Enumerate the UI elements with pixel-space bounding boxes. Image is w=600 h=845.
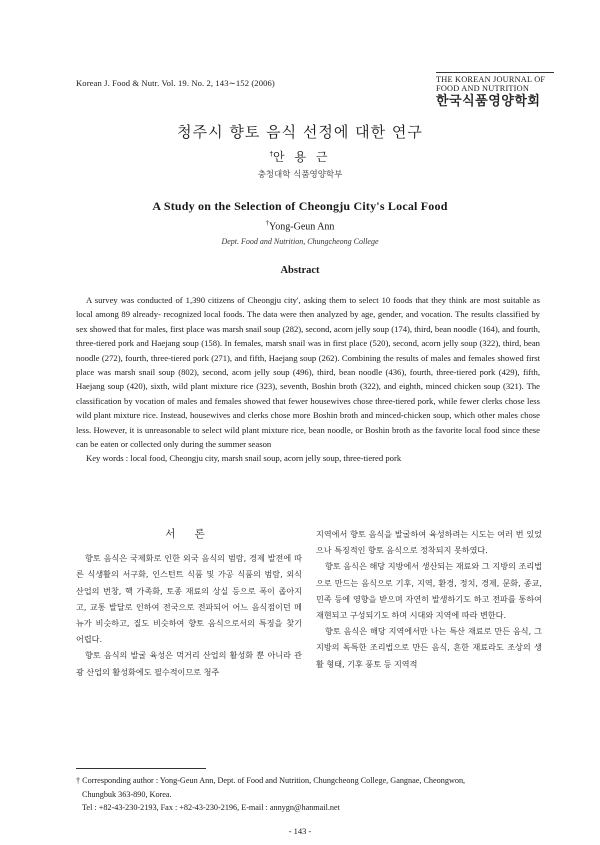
intro-paragraph-2: 향토 음식의 발굴 육성은 먹거리 산업의 활성화 뿐 아니라 관광 산업의 활성화에도 필수적이므로 청주 — [76, 650, 302, 677]
intro-paragraph-4: 향토 음식은 해당 지역에서만 나는 특산 재료로 만든 음식, 그 지방의 독특한 조리법으로 만든 음식, 흔한 재료라도 조상의 생활 형태, 기후 풍토 등 지역적 — [316, 626, 542, 669]
masthead-rule — [436, 72, 554, 73]
abstract-text: A survey was conducted of 1,390 citizens of Cheongju city', asking them to select 10 foods that they think are most suitable as local among 89 already- recognized local foods. The data were then analyzed by age, gender, and vocation. The results classified by sex showed that for males, first place was marsh snail soup (282), second, acorn jelly soup (174), third, bean noodle (164), and fourth, three-tiered pork and Haejang soup (158). In females, marsh snail was in first place (520), second, acorn jelly soup (322), third, bean noodle (272), fourth, three-tiered pork (271), and fifth, Haejang soup (262). Combining the results of males and females showed first place was marsh snail soup (802), second, acorn jelly soup (496), third, bean noodle (436), fourth, three-tiered pork (429), fifth, Haejang soup (420), sixth, wild plant mixture rice (323), seventh, Boshin broth (322), and eighth, minced chicken soup (321). The classification by vocation of males and females showed that fewer housewives chose three-tiered pork, while fewer clerks chose less wild plant mixture rice. Instead, housewives and clerks chose more Boshin broth and minced-chicken soup, which other males chose less. However, it is unreasonable to select wild plant mixture rice, bean noodle, or Boshin broth as the favorite local food since these can be eaten or collected only during the summer season — [76, 295, 540, 450]
section-heading-introduction: 서 론 — [165, 528, 213, 540]
author-english-name: Yong-Geun Ann — [269, 221, 335, 233]
footnote — [76, 774, 546, 815]
intro-paragraph-2-continued: 지역에서 향토 음식을 발굴하여 육성하려는 시도는 여러 번 있었으나 특징적인 향토 음식으로 정착되지 못하였다. — [316, 529, 542, 556]
journal-masthead — [436, 72, 554, 109]
abstract-heading: Abstract — [280, 265, 320, 276]
author-english — [0, 219, 600, 232]
masthead-en-line2: FOOD AND NUTRITION — [436, 84, 530, 93]
affiliation-english: Dept. Food and Nutrition, Chungcheong College — [221, 237, 379, 246]
footnote-line-1: † Corresponding author : Yong-Geun Ann, Dept. of Food and Nutrition, Chungcheong College, Gangnae, Cheongwon, — [76, 776, 466, 785]
journal-citation: Korean J. Food & Nutr. Vol. 19. No. 2, 143∼152 (2006) — [76, 78, 275, 88]
intro-paragraph-3: 향토 음식은 해당 지방에서 생산되는 재료와 그 지방의 조리법으로 만드는 음식으로 기후, 지역, 환경, 정치, 경제, 문화, 종교, 민족 등에 영향을 받으며 자연히 발생하기도 하고 전파를 통하여 재현되고 구성되기도 하며 시대와 지역에 따라 변한다. — [316, 561, 542, 621]
right-column — [316, 526, 542, 672]
title-korean: 청주시 향토 음식 선정에 대한 연구 — [177, 123, 423, 141]
author-korean — [0, 148, 600, 165]
corresponding-mark-en: † — [265, 219, 270, 227]
footnote-line-3: Tel : +82-43-230-2193, Fax : +82-43-230-2196, E-mail : annygn@hanmail.net — [82, 803, 340, 812]
corresponding-mark-ko: † — [269, 150, 274, 158]
author-korean-name: 안 용 근 — [273, 150, 331, 164]
abstract-body — [76, 293, 540, 466]
affiliation-korean: 충청대학 식품영양학부 — [257, 170, 343, 180]
left-column — [76, 526, 302, 680]
intro-paragraph-1: 향토 음식은 국제화로 인한 외국 음식의 범람, 경제 발전에 따른 식생활의 서구화, 인스턴트 식품 및 가공 식품의 범람, 외식 산업의 번창, 핵 가족화, 토종 재료의 상실 등으로 폭이 좁아지고, 교통 발달로 인하여 전국으로 전파되어 어느 음식점이던 메뉴가 비슷하고, 질도 비슷하여 향토 음식으로서의 특징을 찾기 어렵다. — [76, 553, 302, 645]
footnote-line-2: Chungbuk 363-890, Korea. — [82, 789, 172, 799]
masthead-en-line1: THE KOREAN JOURNAL OF — [436, 75, 546, 84]
keywords: Key words : local food, Cheongju city, marsh snail soup, acorn jelly soup, three-tiered pork — [86, 453, 402, 464]
masthead-ko: 한국식품영양학회 — [436, 94, 541, 109]
title-english: A Study on the Selection of Cheongju City's Local Food — [152, 199, 448, 213]
page-number: - 143 - — [288, 826, 312, 836]
footnote-rule — [76, 768, 206, 769]
